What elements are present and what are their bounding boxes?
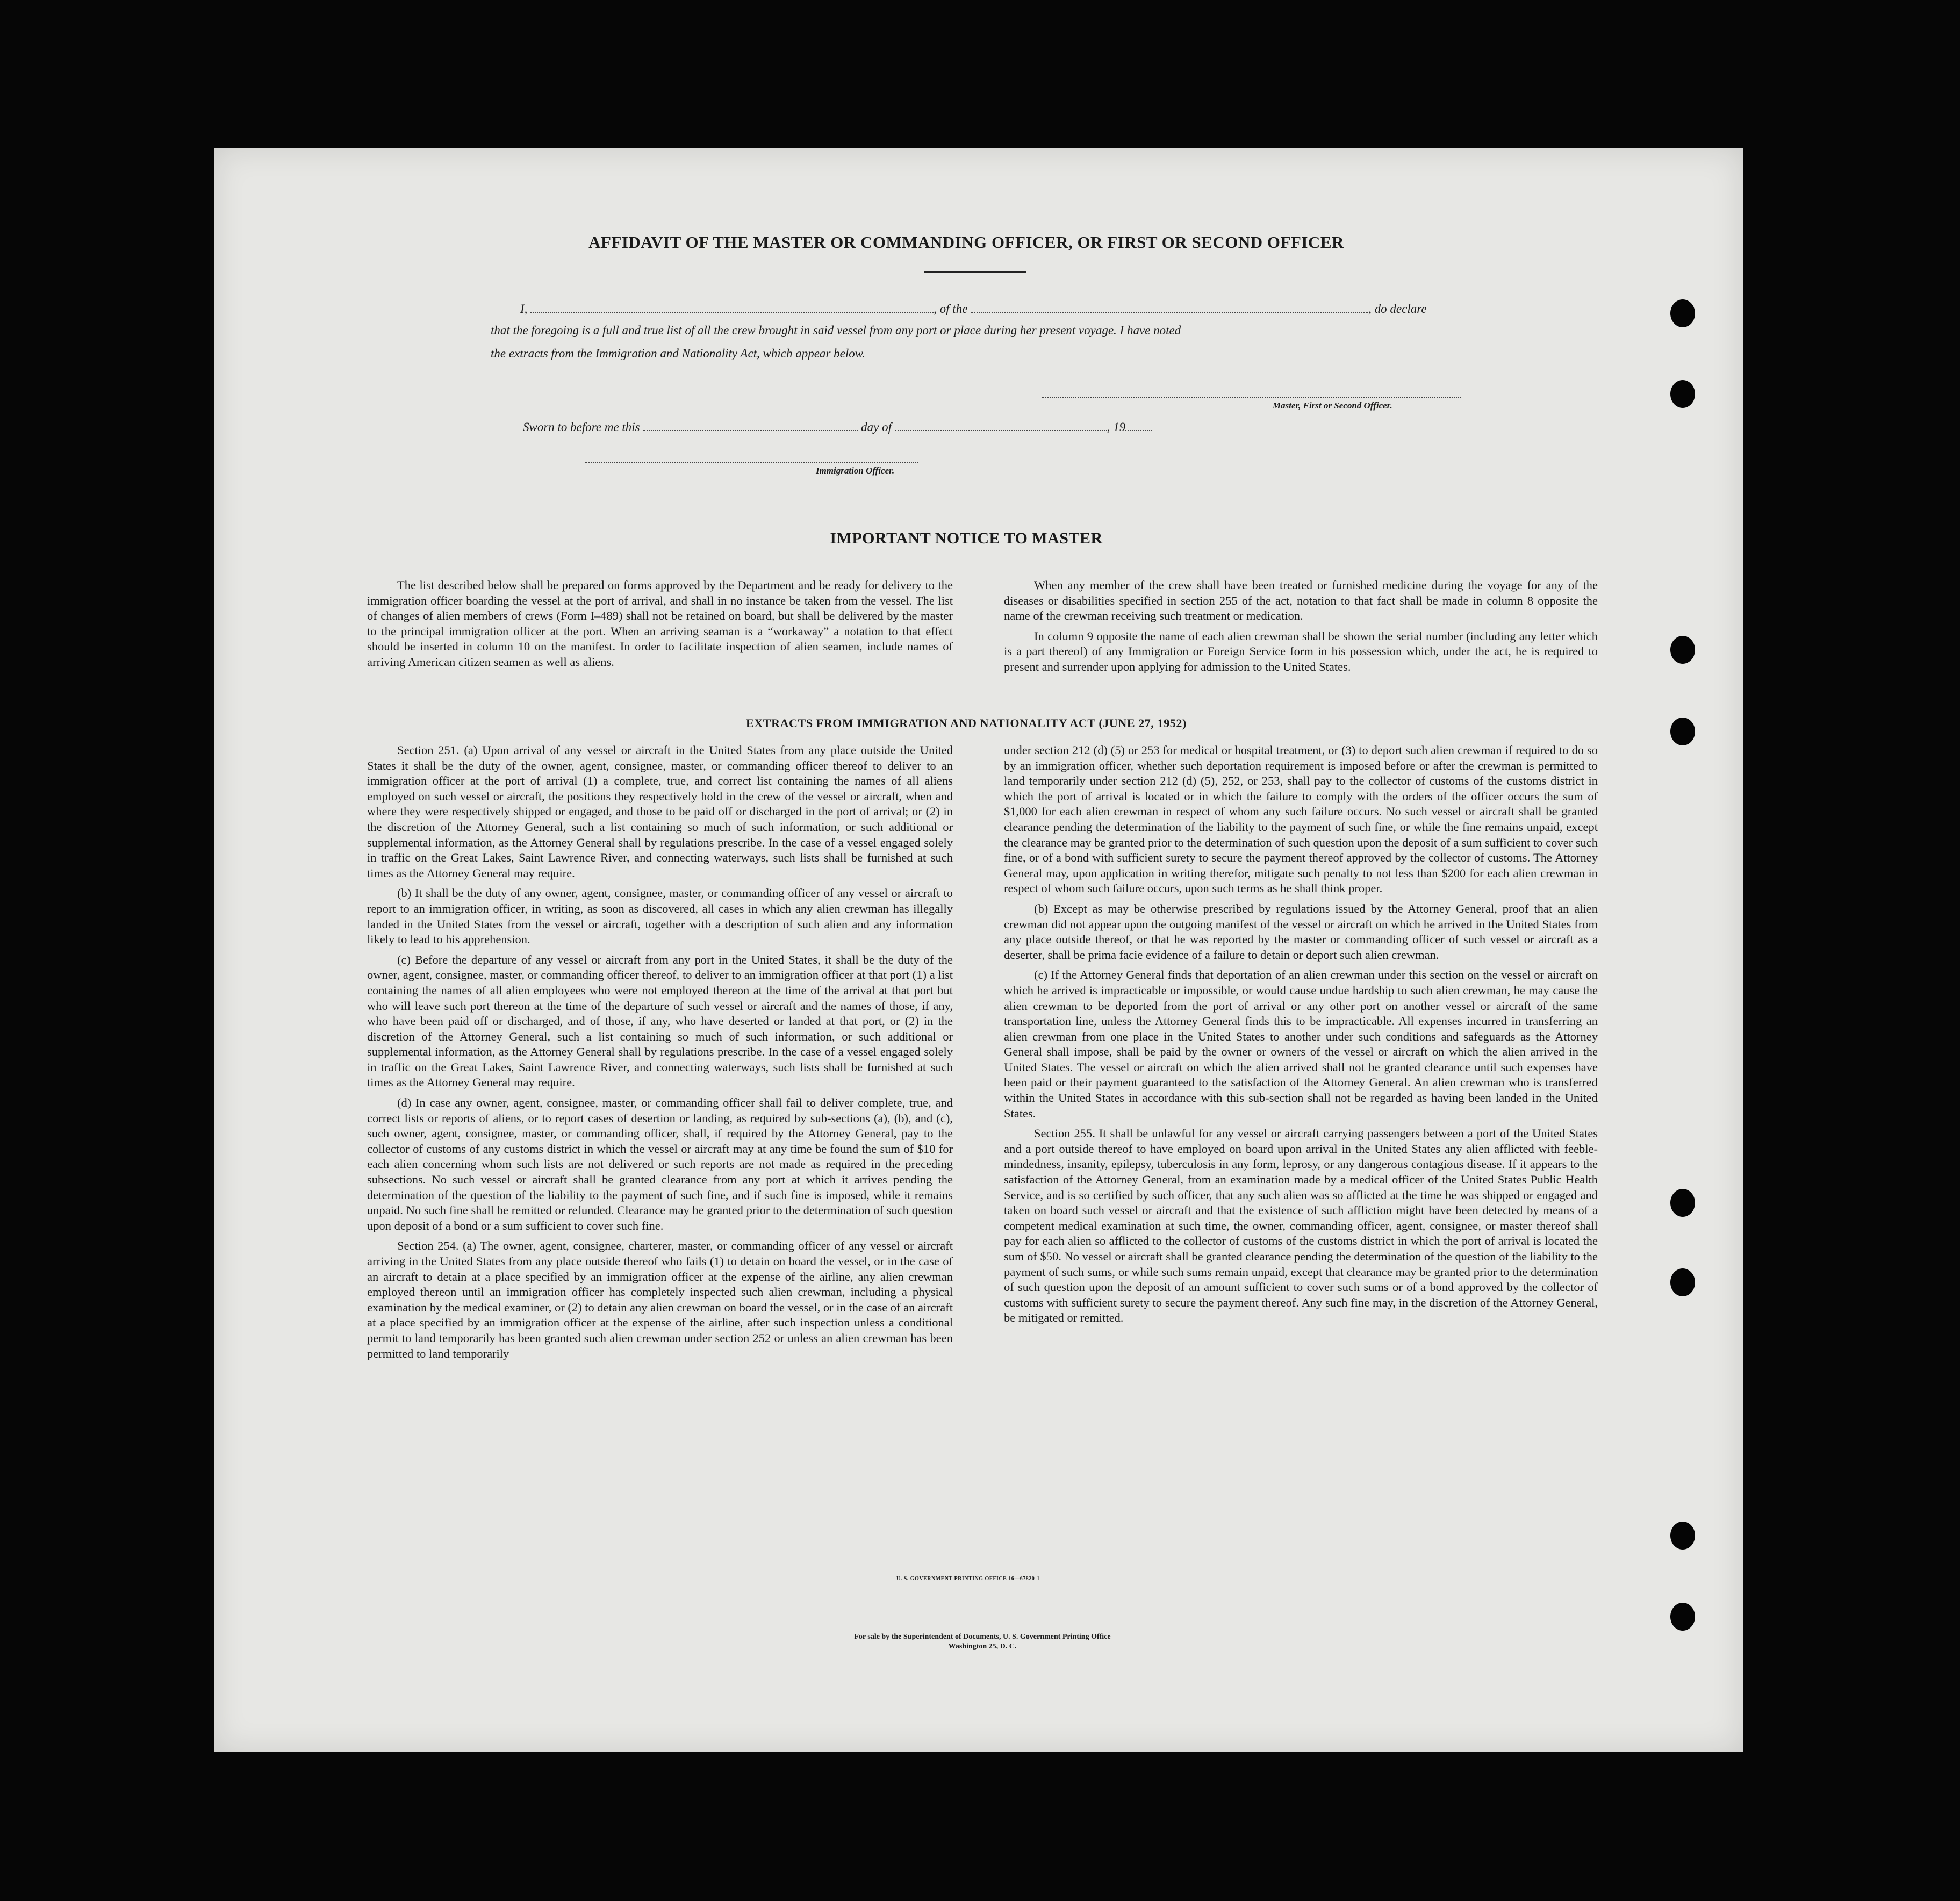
section-251-d: (d) In case any owner, agent, consignee, master, or commanding officer shall fail to deliver complete, true, and correct lists or reports of aliens, or to report cases of desertion or landing, as required by sub-sections (a), (b), and (c), such owner, agent, consignee, master, or commanding officer, shall, if required by the Attorney General, pay to the collector of customs of any customs district in which the vessel or aircraft may at any time be found the sum of $10 for each alien concerning whom such lists are not delivered or such reports are not made as required in the preceding subsections. No such vessel or aircraft shall be granted clearance from any port at which it arrives pending the determination of the question of the liability to the payment of such fine, and if such fine is imposed, while it remains unpaid. No such fine shall be remitted or refunded. Clearance may be granted prior to the determination of such question upon deposit of a bond or a sum sufficient to cover such fine. <box>367 1096 953 1232</box>
officer-signature-line[interactable] <box>585 462 918 463</box>
notice-right-paragraph-1: When any member of the crew shall have been treated or furnished medicine during the voyage for any of the diseases or disabilities specified in section 255 of the act, notation to that fact shall be made in column 8 opposite the name of the crewman receiving such treatment or medication. <box>1004 578 1598 623</box>
declare-label: , do declare <box>1368 302 1427 315</box>
sworn-label: Sworn to before me this <box>523 420 640 434</box>
affidavit-title: AFFIDAVIT OF THE MASTER OR COMMANDING OFFICER, OR FIRST OR SECOND OFFICER <box>588 233 1344 252</box>
year-label: , 19 <box>1107 420 1126 434</box>
printer-imprint: U. S. GOVERNMENT PRINTING OFFICE 16—67820-1 <box>896 1576 1040 1582</box>
of-the-label: , of the <box>934 302 968 315</box>
bleed-through-marks <box>1633 255 1713 1706</box>
notice-right-column <box>1004 578 1598 680</box>
extracts-left-column <box>367 743 953 1366</box>
i-label: I, <box>520 302 528 315</box>
sworn-year-field[interactable] <box>1125 418 1152 431</box>
title-rule <box>924 271 1026 273</box>
day-of-label: day of <box>861 420 892 434</box>
section-254-b: (b) Except as may be otherwise prescribed by regulations issued by the Attorney General, proof that an alien crewman did not appear upon the outgoing manifest of the vessel or aircraft on which he arrived in the United States from any place outside thereof, or that he was reported by the master or commanding officer of such vessel or aircraft as a deserter, shall be prima facie evidence of a failure to detain or deport such alien crewman. <box>1004 901 1598 962</box>
notice-title: IMPORTANT NOTICE TO MASTER <box>830 529 1103 547</box>
section-254-c: (c) If the Attorney General finds that deportation of an alien crewman under this section on the vessel or aircraft on which he arrived is impracticable or impossible, or would cause undue hardship to such alien crewman, he may cause the alien crewman to be deported from the port of arrival or any other port on another vessel or aircraft of the same transportation line, unless the Attorney General finds this to be impracticable. All expenses incurred in transferring an alien crewman from one place in the United States to another under such conditions and safeguards as the Attorney General shall impose, shall be paid by the owner or owners of the vessel or aircraft on which the alien arrived in the United States. The vessel or aircraft on which the alien arrived shall not be granted clearance until such expenses have been paid or their payment guaranteed to the satisfaction of the Attorney General. An alien crewman who is transferred within the United States in accordance with this sub-section shall not be regarded as having been landed in the United States. <box>1004 968 1598 1120</box>
section-251-b: (b) It shall be the duty of any owner, agent, consignee, master, or commanding officer of any vessel or aircraft to report to an immigration officer, in writing, as soon as discovered, all cases in which any alien crewman has illegally landed in the United States from the vessel or aircraft, together with a description of such alien and any information likely to lead to his apprehension. <box>367 886 953 946</box>
section-255: Section 255. It shall be unlawful for any vessel or aircraft carrying passengers between a port of the United States and a port outside thereof to have employed on board upon arrival in the United States any alien afflicted with feeble-mindedness, insanity, epilepsy, tuberculosis in any form, leprosy, or any dangerous contagious disease. If it appears to the satisfaction of the Attorney General, from an examination made by a medical officer of the United States Public Health Service, and is so certified by such officer, that any such alien was so afflicted at the time he was shipped or engaged and taken on board such vessel or aircraft and that the existence of such affliction might have been detected by means of a competent medical examination at such time, the owner, commanding officer, agent, consignee, or master thereof shall pay for each alien so afflicted to the collector of customs of the customs district in which the port of arrival is located the sum of $50. No vessel or aircraft shall be granted clearance pending the determination of the question of the liability to the payment of such sums, or while such sums remain unpaid, except that clearance may be granted prior to the determination of such question upon the deposit of an amount sufficient to cover such sums or of a bond approved by the collector of customs with sufficient surety to secure the payment thereof. Any such fine may, in the discretion of the Attorney General, be mitigated or remitted. <box>1004 1127 1598 1325</box>
notice-left-paragraph: The list described below shall be prepared on forms approved by the Department and be ready for delivery to the immigration officer boarding the vessel at the port of arrival, and shall in no instance be taken from the vessel. The list of changes of alien members of crews (Form I–489) shall not be retained on board, but shall be delivered by the master to the principal immigration officer at the port. When an arriving seaman is a “workaway” a notation to that effect should be inserted in column 10 on the manifest. In order to facilitate inspection of alien seamen, include names of arriving American citizen seamen as well as aliens. <box>367 578 953 669</box>
for-sale-notice <box>698 1632 1267 1652</box>
section-251-a: Section 251. (a) Upon arrival of any vessel or aircraft in the United States from any place outside the United States it shall be the duty of the owner, agent, consignee, master, or commanding officer thereof to deliver to an immigration officer at the port of arrival (1) a complete, true, and correct list containing the names of all aliens employed on such vessel or aircraft, the positions they respectively hold in the crew of the vessel or aircraft, when and where they were respectively shipped or engaged, and those to be paid off or discharged in the port of arrival; or (2) in the discretion of the Attorney General, such a list containing so much of such information, or such additional or supplemental information, as the Attorney General shall by regulations prescribe. In the case of a vessel engaged solely in traffic on the Great Lakes, Saint Lawrence River, and connecting waterways, such lists shall be furnished at such times as the Attorney General may require. <box>367 743 953 880</box>
for-sale-line-1: For sale by the Superintendent of Documents, U. S. Government Printing Office <box>854 1633 1111 1641</box>
officer-signature-caption: Immigration Officer. <box>816 465 895 476</box>
master-signature-caption: Master, First or Second Officer. <box>1273 400 1392 411</box>
for-sale-line-2: Washington 25, D. C. <box>948 1642 1017 1651</box>
name-field[interactable] <box>530 300 934 313</box>
declaration-line-3: the extracts from the Immigration and Nationality Act, which appear below. <box>491 347 866 360</box>
notice-left-column <box>367 578 953 675</box>
declaration-line-1 <box>520 300 1686 316</box>
document-page <box>214 148 1743 1752</box>
section-254-a: Section 254. (a) The owner, agent, consignee, charterer, master, or commanding officer of any vessel or aircraft arriving in the United States from any place outside thereof who fails (1) to detain on board the vessel, or in the case of an aircraft to detain at a place specified by an immigration officer at the expense of the airline, any alien crewman employed thereon until an immigration officer has completely inspected such alien crewman, including a physical examination by the medical examiner, or (2) to detain any alien crewman on board the vessel, or in the case of an aircraft at a place specified by an immigration officer at the expense of the airline, after such inspection unless a conditional permit to land temporarily has been granted such alien crewman under section 252 or unless an alien crewman has been permitted to land temporarily <box>367 1239 953 1360</box>
section-254-a-continued: under section 212 (d) (5) or 253 for medical or hospital treatment, or (3) to deport such alien crewman if required to do so by an immigration officer, whether such deportation requirement is imposed before or after the crewman is permitted to land temporarily under section 212 (d) (5), 252, or 253, shall pay to the collector of customs of the customs district in which the port of arrival is located or in which the failure to comply with the orders of the officer occurs the sum of $1,000 for each alien crewman in respect of whom any such failure occurs. No such vessel or aircraft shall be granted clearance pending the determination of the liability to the payment of such fine, or while the fine remains unpaid, except the clearance may be granted prior to the determination of such question upon the deposit of a sum sufficient to cover such fine, or of a bond with sufficient surety to secure the payment thereof approved by the collector of customs. The Attorney General may, upon application in writing therefor, mitigate such penalty to not less than $200 for each alien crewman in respect of whom such failure occurs, upon such terms as he shall think proper. <box>1004 743 1598 895</box>
declaration-line-2: that the foregoing is a full and true list of all the crew brought in said vessel from any port or place during her present voyage. I have noted <box>491 324 1181 337</box>
section-251-c: (c) Before the departure of any vessel or aircraft from any port in the United States, it shall be the duty of the owner, agent, consignee, master, or commanding officer thereof, to deliver to an immigration officer at that port (1) a list containing the names of all alien employees who were not employed thereon at the time of the arrival at that port but who will leave such port thereon at the time of the departure of such vessel or aircraft and the names of those, if any, who have been paid off or discharged, and of those, if any, who have deserted or landed at that port, or (2) in the discretion of the Attorney General, such a list containing so much of such information, or such additional or supplemental information, as the Attorney General shall by regulations prescribe. In the case of a vessel engaged solely in traffic on the Great Lakes, Saint Lawrence River, and connecting waterways, such lists shall be furnished at such times as the Attorney General may require. <box>367 952 953 1089</box>
notice-right-paragraph-2: In column 9 opposite the name of each alien crewman shall be shown the serial number (including any letter which is a part thereof) of any Immigration or Foreign Service form in his possession which, under the act, he is required to present and surrender upon applying for admission to the United States. <box>1004 629 1598 673</box>
sworn-month-field[interactable] <box>895 418 1107 431</box>
master-signature-line[interactable] <box>1042 397 1461 398</box>
sworn-day-field[interactable] <box>643 418 858 431</box>
sworn-line <box>523 418 1152 434</box>
extracts-right-column <box>1004 743 1598 1331</box>
extracts-title: EXTRACTS FROM IMMIGRATION AND NATIONALITY ACT (JUNE 27, 1952) <box>746 716 1187 730</box>
vessel-field[interactable] <box>971 300 1368 313</box>
